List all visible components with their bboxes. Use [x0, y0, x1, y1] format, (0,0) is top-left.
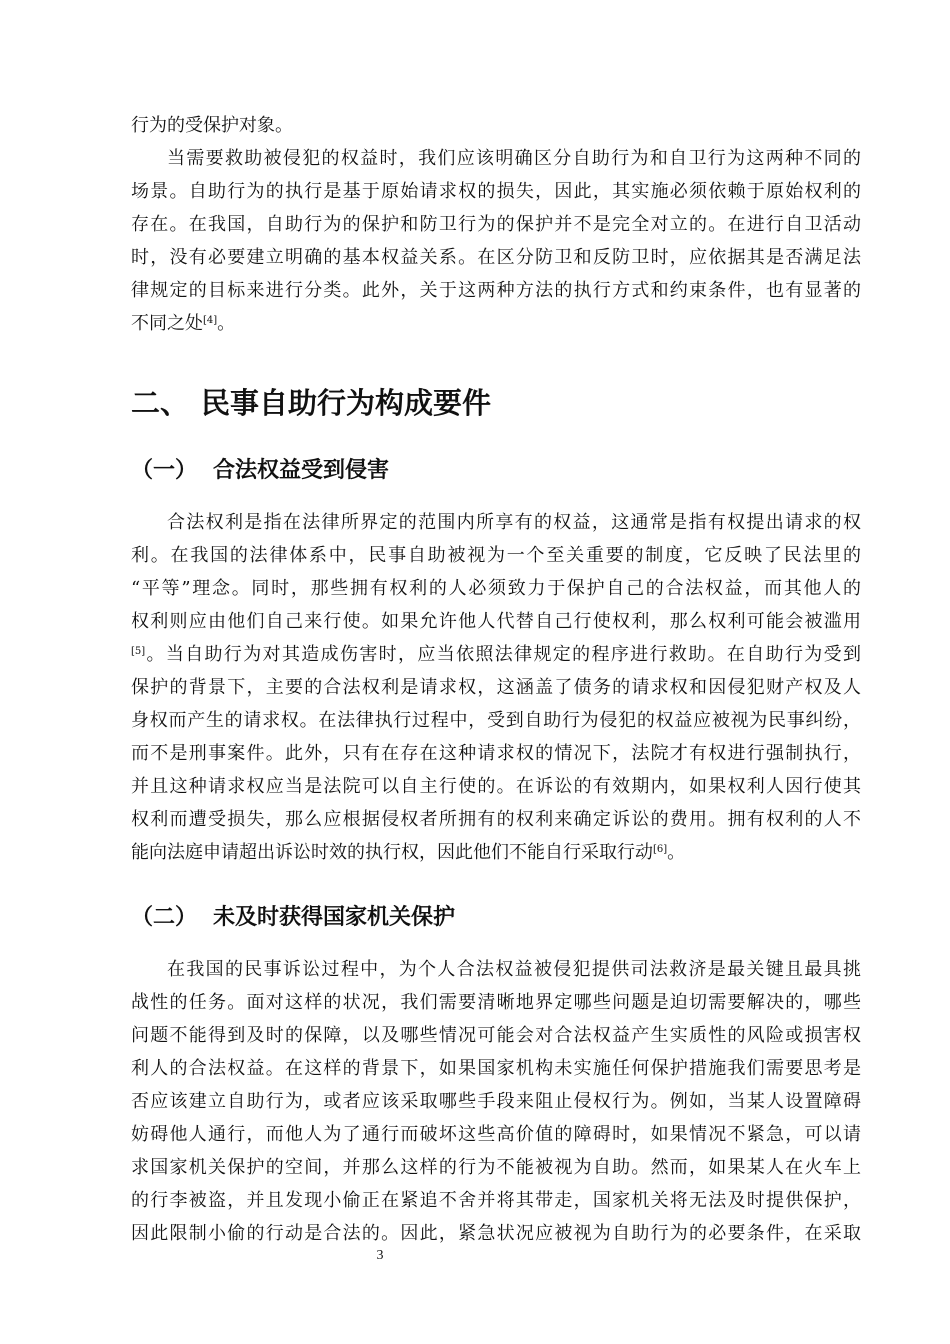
paragraph-line: 妨碍他人通行，而他人为了通行而破坏这些高价值的障碍时，如果情况不紧急，可以请: [131, 1124, 861, 1145]
paragraph-line: 能向法庭申请超出诉讼时效的执行权，因此他们不能自行采取行动[6]。: [131, 842, 686, 863]
paragraph-line: 并且这种请求权应当是法院可以自主行使的。在诉讼的有效期内，如果权利人因行使其: [131, 776, 861, 797]
paragraph-line: 当需要救助被侵犯的权益时，我们应该明确区分自助行为和自卫行为这两种不同的: [167, 148, 861, 169]
subsection-heading: （二） 未及时获得国家机关保护: [131, 905, 456, 930]
paragraph-line: 权利而遭受损失，那么应根据侵权者所拥有的权利来确定诉讼的费用。拥有权利的人不: [131, 809, 861, 830]
paragraph-line: 而不是刑事案件。此外，只有在存在这种请求权的情况下，法院才有权进行强制执行，: [131, 743, 861, 764]
paragraph-line: 利。在我国的法律体系中，民事自助被视为一个至关重要的制度，它反映了民法里的: [131, 545, 861, 566]
paragraph-line: 问题不能得到及时的保障，以及哪些情况可能会对合法权益产生实质性的风险或损害权: [131, 1025, 861, 1046]
citation-ref: [4]: [203, 315, 218, 326]
section-heading: 二、 民事自助行为构成要件: [131, 386, 492, 420]
paragraph-line: 保护的背景下，主要的合法权利是请求权，这涵盖了债务的请求权和因侵犯财产权及人: [131, 677, 861, 698]
paragraph-line: 存在。在我国，自助行为的保护和防卫行为的保护并不是完全对立的。在进行自卫活动: [131, 214, 861, 235]
paragraph-line: 求国家机关保护的空间，并那么这样的行为不能被视为自助。然而，如果某人在火车上: [131, 1157, 861, 1178]
paragraph-line: 时，没有必要建立明确的基本权益关系。在区分防卫和反防卫时，应依据其是否满足法: [131, 247, 861, 268]
paragraph-line: “平等”理念。同时，那些拥有权利的人必须致力于保护自己的合法权益，而其他人的: [131, 578, 861, 599]
paragraph-line: 战性的任务。面对这样的状况，我们需要清晰地界定哪些问题是迫切需要解决的，哪些: [131, 992, 861, 1013]
paragraph-line: 在我国的民事诉讼过程中，为个人合法权益被侵犯提供司法救济是最关键且最具挑: [167, 959, 861, 980]
paragraph-line: 身权而产生的请求权。在法律执行过程中，受到自助行为侵犯的权益应被视为民事纠纷，: [131, 710, 861, 731]
paragraph-line: 否应该建立自助行为，或者应该采取哪些手段来阻止侵权行为。例如，当某人设置障碍: [131, 1091, 861, 1112]
page-number: 3: [376, 1248, 384, 1263]
paragraph-line: 合法权利是指在法律所界定的范围内所享有的权益，这通常是指有权提出请求的权: [167, 512, 861, 533]
paragraph-line: [5]。当自助行为对其造成伤害时，应当依照法律规定的程序进行救助。在自助行为受到: [131, 644, 861, 665]
citation-ref: [5]: [131, 646, 146, 657]
subsection-heading: （一） 合法权益受到侵害: [131, 458, 390, 483]
paragraph-line: 不同之处[4]。: [131, 313, 236, 334]
paragraph-line: 权利则应由他们自己来行使。如果允许他人代替自己行使权利，那么权利可能会被滥用: [131, 611, 861, 632]
paragraph-line: 律规定的目标来进行分类。此外，关于这两种方法的执行方式和约束条件，也有显著的: [131, 280, 861, 301]
citation-ref: [6]: [653, 844, 668, 855]
paragraph-line: 场景。自助行为的执行是基于原始请求权的损失，因此，其实施必须依赖于原始权利的: [131, 181, 861, 202]
paragraph-line: 的行李被盗，并且发现小偷正在紧追不舍并将其带走，国家机关将无法及时提供保护，: [131, 1190, 861, 1211]
paragraph-line: 行为的受保护对象。: [131, 115, 293, 136]
paragraph-line: 利人的合法权益。在这样的背景下，如果国家机构未实施任何保护措施我们需要思考是: [131, 1058, 861, 1079]
paragraph-line: 因此限制小偷的行动是合法的。因此，紧急状况应被视为自助行为的必要条件，在采取: [131, 1223, 861, 1244]
